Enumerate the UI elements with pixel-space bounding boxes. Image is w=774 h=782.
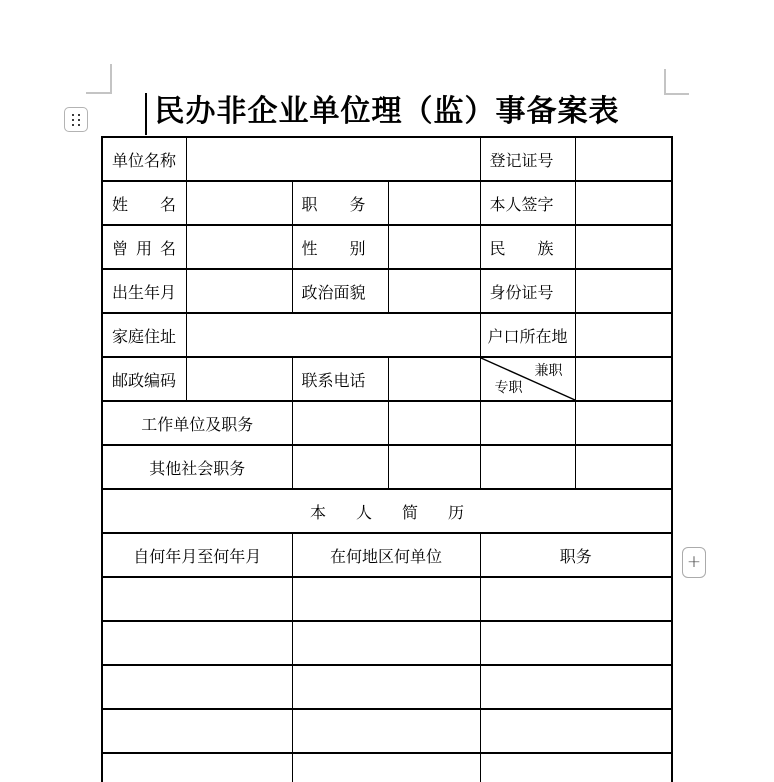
text-cursor [145, 93, 147, 135]
resume-period-cell[interactable] [102, 665, 292, 709]
row-resume-columns [102, 533, 672, 577]
work-unit-cell-2[interactable] [388, 401, 480, 445]
work-unit-cell-1[interactable] [292, 401, 388, 445]
address-label: 家庭住址 [102, 313, 186, 357]
duty-label: 职 务 [292, 181, 388, 225]
row-former-name [102, 225, 672, 269]
block-drag-handle-button[interactable] [64, 107, 88, 132]
resume-empty-row [102, 753, 672, 782]
other-duty-label: 其他社会职务 [102, 445, 292, 489]
add-row-button[interactable] [682, 547, 706, 578]
resume-place-cell[interactable] [292, 709, 480, 753]
other-duty-cell-4[interactable] [575, 445, 672, 489]
job-type-value-cell[interactable] [575, 357, 672, 401]
reg-no-value-cell[interactable] [575, 137, 672, 181]
other-duty-cell-1[interactable] [292, 445, 388, 489]
resume-empty-row [102, 665, 672, 709]
former-name-label: 曾 用 名 [102, 225, 186, 269]
other-duty-cell-3[interactable] [480, 445, 575, 489]
resume-period-cell[interactable] [102, 753, 292, 782]
id-no-label: 身份证号 [480, 269, 575, 313]
birth-label: 出生年月 [102, 269, 186, 313]
signature-label: 本人签字 [480, 181, 575, 225]
phone-label: 联系电话 [292, 357, 388, 401]
former-name-value-cell[interactable] [186, 225, 292, 269]
resume-empty-row [102, 621, 672, 665]
resume-period-cell[interactable] [102, 621, 292, 665]
id-no-value-cell[interactable] [575, 269, 672, 313]
name-value-cell[interactable] [186, 181, 292, 225]
resume-duty-cell[interactable] [480, 621, 672, 665]
row-name [102, 181, 672, 225]
work-unit-label: 工作单位及职务 [102, 401, 292, 445]
birth-value-cell[interactable] [186, 269, 292, 313]
work-unit-cell-4[interactable] [575, 401, 672, 445]
resume-section-header: 本 人 简 历 [102, 489, 672, 533]
resume-empty-row [102, 577, 672, 621]
row-work-unit [102, 401, 672, 445]
row-birth [102, 269, 672, 313]
postcode-label: 邮政编码 [102, 357, 186, 401]
fulltime-label: 专职 [494, 381, 523, 396]
row-unit-name [102, 137, 672, 181]
resume-place-cell[interactable] [292, 621, 480, 665]
household-label: 户口所在地 [480, 313, 575, 357]
resume-place-cell[interactable] [292, 577, 480, 621]
name-label: 姓 名 [102, 181, 186, 225]
resume-duty-cell[interactable] [480, 665, 672, 709]
resume-col-duty: 职务 [480, 533, 672, 577]
gender-label: 性 别 [292, 225, 388, 269]
page-corner-mark-top-right [664, 69, 689, 95]
duty-value-cell[interactable] [388, 181, 480, 225]
phone-value-cell[interactable] [388, 357, 480, 401]
unit-name-label: 单位名称 [102, 137, 186, 181]
resume-duty-cell[interactable] [480, 577, 672, 621]
work-unit-cell-3[interactable] [480, 401, 575, 445]
gender-value-cell[interactable] [388, 225, 480, 269]
resume-period-cell[interactable] [102, 577, 292, 621]
resume-duty-cell[interactable] [480, 709, 672, 753]
row-other-duty [102, 445, 672, 489]
row-address [102, 313, 672, 357]
row-resume-header [102, 489, 672, 533]
resume-period-cell[interactable] [102, 709, 292, 753]
political-label: 政治面貌 [292, 269, 388, 313]
address-value-cell[interactable] [186, 313, 480, 357]
resume-place-cell[interactable] [292, 753, 480, 782]
plus-icon: + [686, 552, 702, 572]
ethnic-value-cell[interactable] [575, 225, 672, 269]
page-title: 民办非企业单位理（监）事备案表 [154, 95, 620, 128]
political-value-cell[interactable] [388, 269, 480, 313]
resume-duty-cell[interactable] [480, 753, 672, 782]
parttime-label: 兼职 [534, 364, 563, 379]
registration-form-table [101, 136, 673, 782]
job-type-diagonal-cell [480, 357, 575, 401]
page-corner-mark-top-left [86, 64, 112, 94]
other-duty-cell-2[interactable] [388, 445, 480, 489]
row-postcode [102, 357, 672, 401]
resume-col-place: 在何地区何单位 [292, 533, 480, 577]
unit-name-value-cell[interactable] [186, 137, 480, 181]
drag-handle-icon [72, 114, 80, 126]
reg-no-label: 登记证号 [480, 137, 575, 181]
resume-empty-row [102, 709, 672, 753]
ethnic-label: 民 族 [480, 225, 575, 269]
household-value-cell[interactable] [575, 313, 672, 357]
signature-value-cell[interactable] [575, 181, 672, 225]
postcode-value-cell[interactable] [186, 357, 292, 401]
resume-col-period: 自何年月至何年月 [102, 533, 292, 577]
resume-place-cell[interactable] [292, 665, 480, 709]
